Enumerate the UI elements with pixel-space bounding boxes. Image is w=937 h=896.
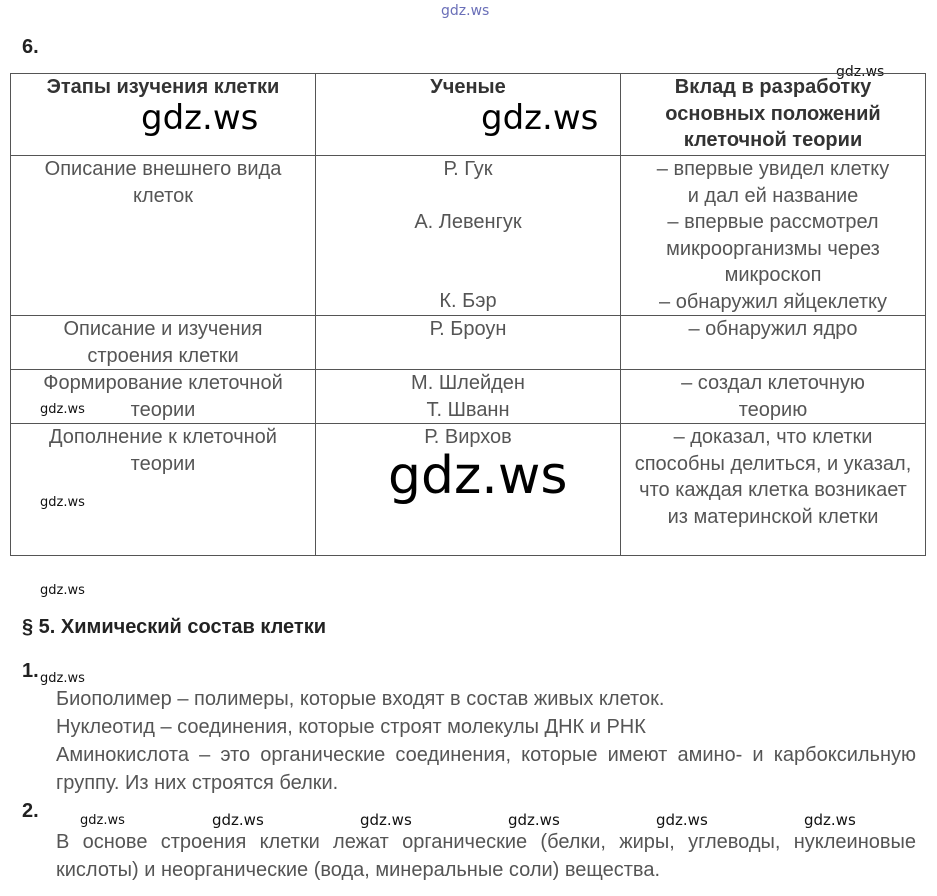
scientist-name: К. Бэр [439,290,497,312]
section-title: § 5. Химический состав клетки [22,616,327,638]
scientists-cell [316,316,621,370]
table-row [11,370,926,424]
watermark-medium: gdz.ws [141,98,259,138]
scientists-cell [316,370,621,424]
watermark-top: gdz.ws [441,3,490,19]
watermark-small: gdz.ws [40,495,85,510]
contribution-cell [621,316,926,370]
header-stages: Этапы изучения клетки [11,74,316,156]
contribution-cell [621,424,926,556]
task-number-6: 6. [22,36,39,58]
watermark-large: gdz.ws [388,446,568,506]
contribution-text: – доказал, что клетки способны делиться, и указал, что каждая клетка возникает из материнской клетки [634,426,912,528]
task1-answer [56,685,916,797]
watermark-small: gdz.ws [804,811,856,829]
watermark-small: gdz.ws [40,402,85,417]
scientist-name: Р. Вирхов [424,426,512,448]
watermark-small: gdz.ws [40,583,85,598]
scientist-name: Т. Шванн [426,398,510,421]
table-row [11,316,926,370]
stage-cell: Описание и изучения строения клетки [11,316,316,370]
contribution-cell [621,156,926,316]
stage-cell: Формирование клеточной теории [11,370,316,424]
scientist-name: А. Левенгук [414,210,522,233]
contribution-text: – создал клеточную теорию [681,372,865,421]
watermark-small: gdz.ws [508,811,560,829]
contribution-text: – обнаружил яйцеклетку [659,290,887,313]
watermark-small: gdz.ws [836,64,885,80]
watermark-small: gdz.ws [212,811,264,829]
scientists-cell [316,156,621,316]
contribution-cell [621,370,926,424]
watermark-small: gdz.ws [80,813,125,828]
definition-biopolymer: Биополимер – полимеры, которые входят в состав живых клеток. [56,688,665,710]
task2-answer: В основе строения клетки лежат органические (белки, жиры, углеводы, нуклеиновые кислоты) и неорганические (вода, минеральные соли) вещества. [56,831,916,881]
definition-nucleotide: Нуклеотид – соединения, которые строят молекулы ДНК и РНК [56,716,646,738]
watermark-small: gdz.ws [40,671,85,686]
scientist-name: М. Шлейден [411,372,525,394]
header-scientists: Ученые [316,74,621,156]
task-number-1: 1. [22,660,39,682]
definition-amino-acid: Аминокислота – это органические соединения, которые имеют амино- и карбоксильную группу. Из них строятся белки. [56,744,916,794]
stage-cell: Описание внешнего вида клеток [11,156,316,316]
header-contribution: Вклад в разработку основных положений клеточной теории [621,74,926,156]
task-number-2: 2. [22,800,39,822]
stage-cell: Дополнение к клеточной теории [11,424,316,556]
contribution-text: – обнаружил ядро [688,318,858,340]
watermark-medium: gdz.ws [481,98,599,138]
table-row [11,156,926,316]
scientist-name: Р. Броун [429,318,507,340]
contribution-text: – впервые рассмотрел микроорганизмы через микроскоп [666,211,880,286]
watermark-small: gdz.ws [360,811,412,829]
scientist-name: Р. Гук [443,158,493,180]
contribution-text: – впервые увидел клетку и дал ей название [656,158,890,207]
watermark-small: gdz.ws [656,811,708,829]
